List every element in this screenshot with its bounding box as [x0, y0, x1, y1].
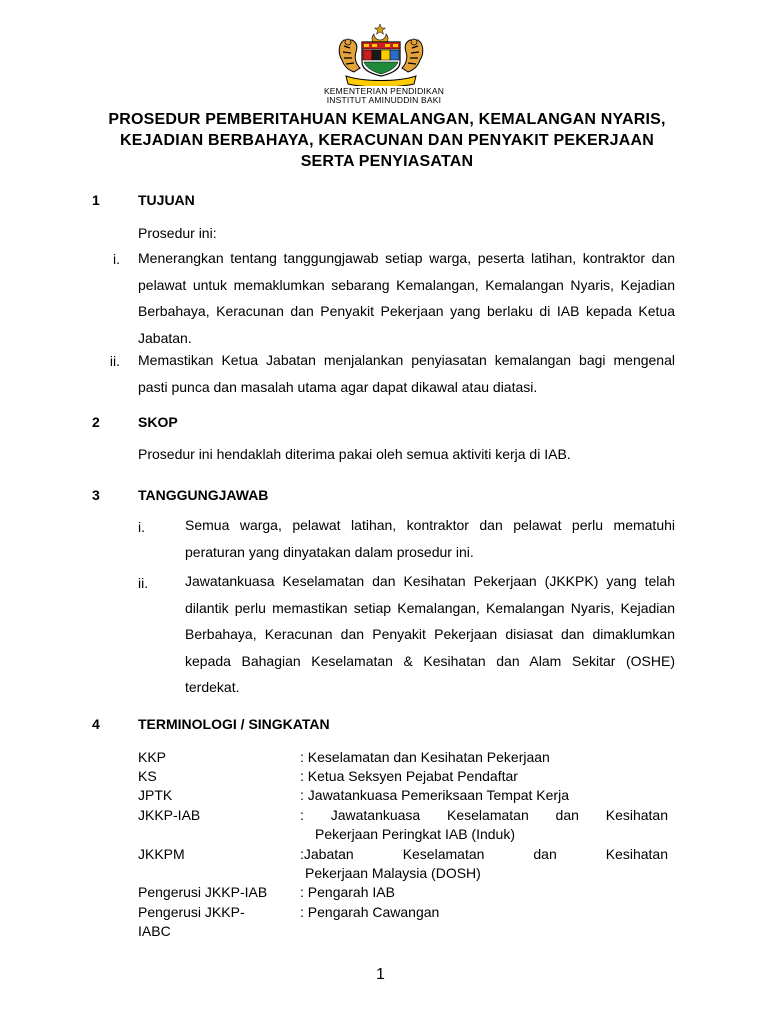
- list-item-text: Semua warga, pelawat latihan, kontraktor dan pelawat perlu mematuhi peraturan yang dinyatakan dalam prosedur ini.: [185, 517, 675, 560]
- section-title-tanggungjawab: TANGGUNGJAWAB: [138, 487, 269, 503]
- term-definition: : Jawatankuasa Keselamatan dan Kesihatan: [300, 807, 668, 823]
- term-label: JKKPM: [138, 846, 185, 862]
- list-item-text: Menerangkan tentang tanggungjawab setiap warga, peserta latihan, kontraktor dan pelawat untuk memaklumkan sebarang Kemalangan, Kemalangan Nyaris, Kejadian Berbahaya, Keracunan dan Penyakit Pekerjaan yang berlaku di IAB kepada Ketua Jabatan.: [138, 250, 675, 346]
- section-number: 4: [92, 716, 100, 732]
- section-text: Prosedur ini hendaklah diterima pakai oleh semua aktiviti kerja di IAB.: [138, 446, 571, 462]
- term-definition: : Ketua Seksyen Pejabat Pendaftar: [300, 768, 518, 784]
- term-label: KKP: [138, 749, 167, 765]
- term-definition: :Jabatan Keselamatan dan Kesihatan: [300, 846, 668, 862]
- term-label: KS: [138, 768, 157, 784]
- term-label: Pengerusi JKKP-IAB: [138, 884, 268, 900]
- section-number: 1: [92, 192, 100, 208]
- term-label: JKKP-IAB: [138, 807, 201, 823]
- malaysia-coat-of-arms-icon: [334, 22, 428, 86]
- section-number: 3: [92, 487, 100, 503]
- section-title-terminologi: TERMINOLOGI / SINGKATAN: [138, 716, 330, 732]
- ministry-name: KEMENTERIAN PENDIDIKAN: [323, 86, 445, 96]
- institute-name: INSTITUT AMINUDDIN BAKI: [326, 95, 442, 105]
- document-title: PROSEDUR PEMBERITAHUAN KEMALANGAN, KEMALANGAN NYARIS, KEJADIAN BERBAHAYA, KERACUNAN DAN PENYAKIT PEKERJAAN SERTA PENYIASATAN: [108, 111, 666, 170]
- term-label-continued: IABC: [138, 923, 171, 939]
- section-title-skop: SKOP: [138, 414, 178, 430]
- list-item-text: Jawatankuasa Keselamatan dan Kesihatan Pekerjaan (JKKPK) yang telah dilantik perlu memastikan setiap Kemalangan, Kemalangan Nyaris, Kejadian Berbahaya, Keracunan dan Penyakit Pekerjaan disiasat dan dimaklumkan kepada Bahagian Keselamatan & Kesihatan dan Alam Sekitar (OSHE) terdekat.: [185, 573, 675, 695]
- term-definition: : Keselamatan dan Kesihatan Pekerjaan: [300, 749, 550, 765]
- list-numeral: ii.: [138, 575, 149, 591]
- term-label: Pengerusi JKKP-: [138, 904, 245, 920]
- section-title-tujuan: TUJUAN: [138, 192, 195, 208]
- term-definition-continued: Pekerjaan Peringkat IAB (Induk): [315, 826, 515, 842]
- term-label: JPTK: [138, 787, 173, 803]
- section-number: 2: [92, 414, 100, 430]
- list-numeral: ii.: [109, 353, 120, 369]
- term-definition: : Jawatankuasa Pemeriksaan Tempat Kerja: [300, 787, 569, 803]
- section-intro: Prosedur ini:: [138, 225, 217, 241]
- list-numeral: i.: [113, 251, 120, 267]
- term-definition-continued: Pekerjaan Malaysia (DOSH): [305, 865, 481, 881]
- term-definition: : Pengarah Cawangan: [300, 904, 440, 920]
- list-numeral: i.: [138, 519, 145, 535]
- term-definition: : Pengarah IAB: [300, 884, 395, 900]
- page-number: 1: [376, 966, 385, 983]
- list-item-text: Memastikan Ketua Jabatan menjalankan penyiasatan kemalangan bagi mengenal pasti punca dan masalah utama agar dapat dikawal atau diatasi.: [138, 352, 675, 395]
